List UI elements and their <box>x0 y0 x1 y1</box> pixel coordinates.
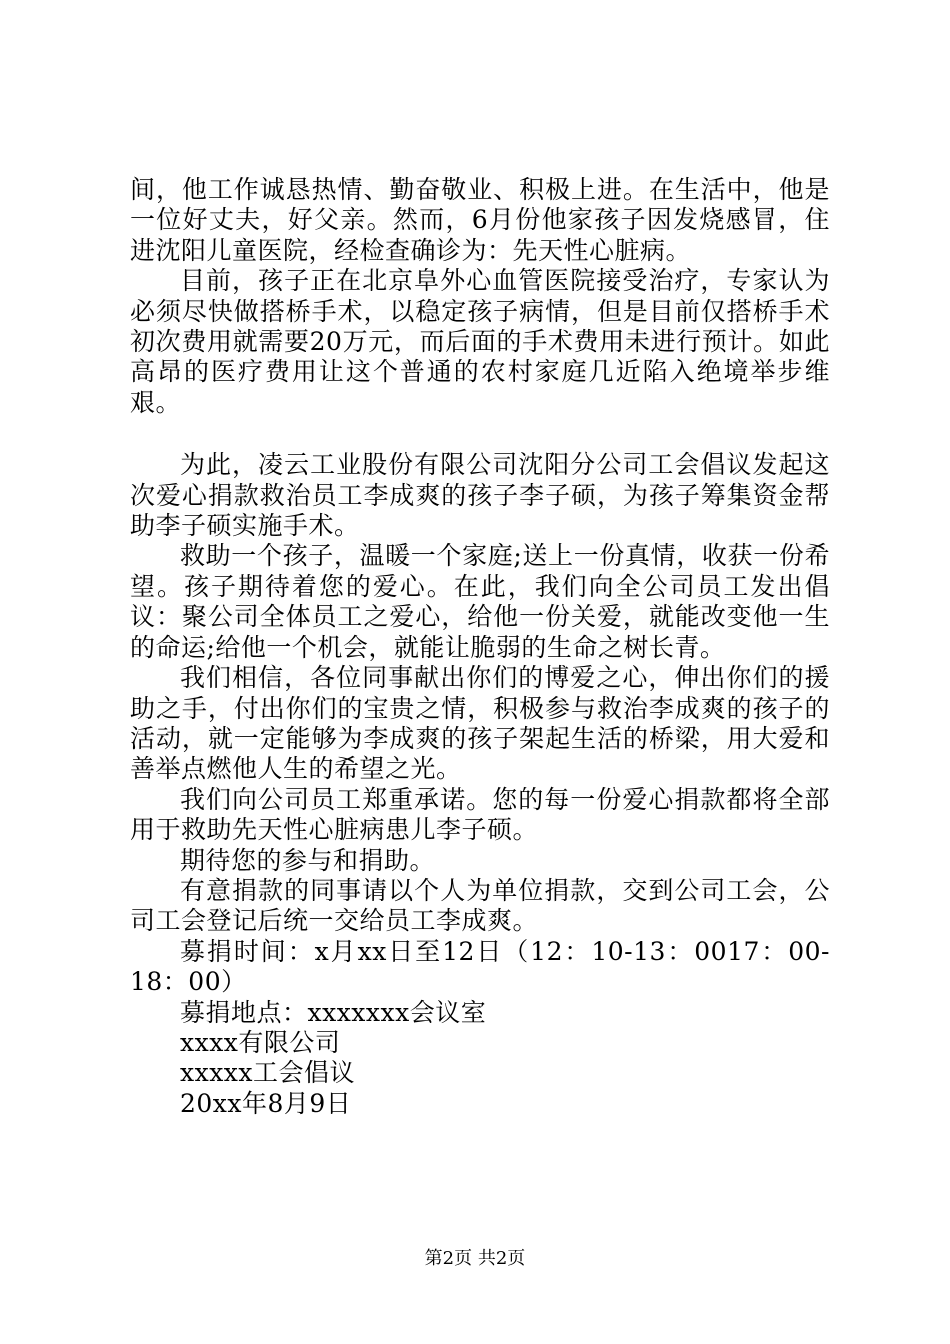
paragraph-initiative: 为此，凌云工业股份有限公司沈阳分公司工会倡议发起这次爱心捐款救治员工李成爽的孩子李子硕，为孩子筹集资金帮助李子硕实施手术。 <box>130 450 830 541</box>
donation-place: 募捐地点：xxxxxxx会议室 <box>180 997 487 1027</box>
page-number-footer: 第2页 共2页 <box>424 1248 526 1269</box>
paragraph-treatment: 目前，孩子正在北京阜外心血管医院接受治疗，专家认为必须尽快做搭桥手术，以稳定孩子病情，但是目前仅搭桥手术初次费用就需要20万元，而后面的手术费用未进行预计。如此高昂的医疗费用让这个普通的农村家庭几近陷入绝境举步维艰。 <box>130 266 830 417</box>
paragraph-instructions: 有意捐款的同事请以个人为单位捐款，交到公司工会，公司工会登记后统一交给员工李成爽。 <box>130 875 830 936</box>
paragraph-promise: 我们向公司员工郑重承诺。您的每一份爱心捐款都将全部用于救助先天性心脏病患儿李子硕。 <box>130 784 830 845</box>
signature-company: xxxx有限公司 <box>180 1027 341 1057</box>
paragraph-gap <box>130 418 830 450</box>
paragraph-expect: 期待您的参与和捐助。 <box>180 845 436 875</box>
paragraph-continuation: 间，他工作诚恳热情、勤奋敬业、积极上进。在生活中，他是一位好丈夫，好父亲。然而，6月份他家孩子因发烧感冒，住进沈阳儿童医院，经检查确诊为：先天性心脏病。 <box>130 175 830 265</box>
paragraph-belief: 我们相信，各位同事献出你们的博爱之心，伸出你们的援助之手，付出你们的宝贵之情，积极参与救治李成爽的孩子的活动，就一定能够为李成爽的孩子架起生活的桥梁，用大爱和善举点燃他人生的希望之光。 <box>130 663 830 784</box>
donation-time: 募捐时间：x月xx日至12日（12：10-13：0017：00-18：00） <box>130 936 830 997</box>
signature-date: 20xx年8月9日 <box>180 1088 352 1118</box>
signature-union: xxxxx工会倡议 <box>180 1058 355 1088</box>
document-body <box>130 175 830 1119</box>
paragraph-appeal: 救助一个孩子，温暖一个家庭;送上一份真情，收获一份希望。孩子期待着您的爱心。在此，我们向全公司员工发出倡议：聚公司全体员工之爱心，给他一份关爱，就能改变他一生的命运;给他一个机会，就能让脆弱的生命之树长青。 <box>130 541 830 662</box>
